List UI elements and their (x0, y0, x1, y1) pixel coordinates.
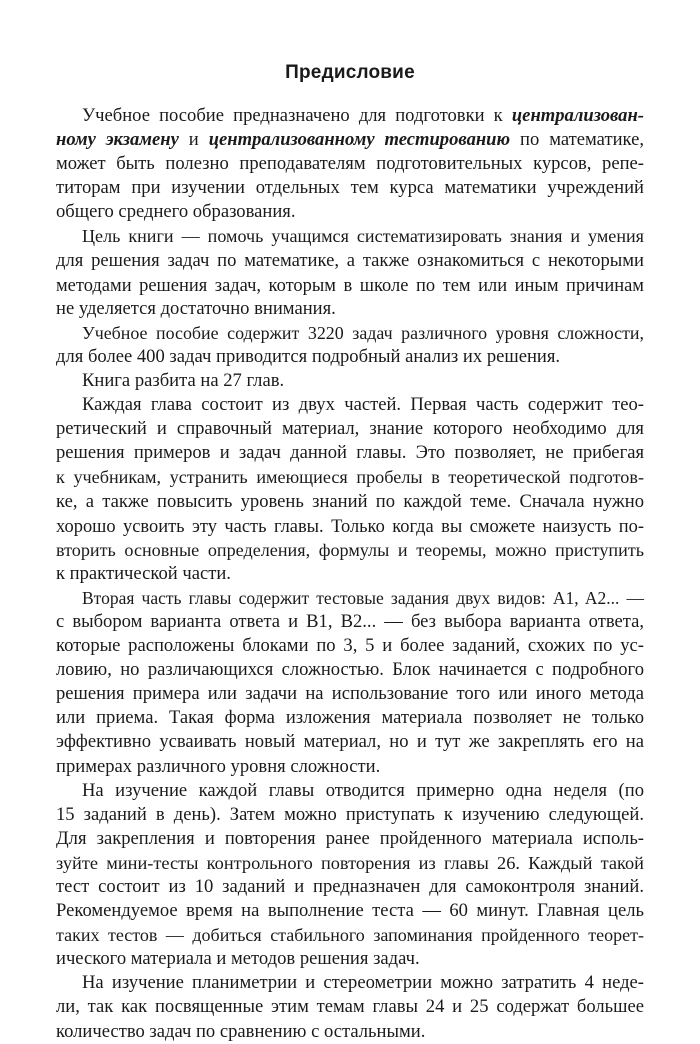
paragraph-6 (56, 586, 644, 779)
text-line: для более 400 задач приводится подробный анализ их решения. (56, 345, 561, 367)
paragraph-3 (56, 321, 644, 369)
text-line: методами решения задач, которым в школе по тем или иным причинам (56, 274, 644, 295)
paragraph-8 (56, 971, 644, 1043)
text-line: не уделяется достаточно внимания. (56, 297, 336, 319)
text-line: которые расположены блоками по 3, 5 и более заданий, схожих по ус- (56, 635, 644, 657)
text-line: ретический и справочный материал, знание которого необходимо для (56, 418, 644, 440)
text-line: общего среднего образования. (56, 201, 296, 223)
emphasis-text: ному экзамену (56, 129, 179, 151)
text-line: титорам при изучении отдельных тем курса математики учреждений (56, 177, 644, 199)
text-line: решения примера или задачи на использование того или иного метода (56, 683, 644, 705)
paragraph-1 (56, 104, 644, 224)
text-run: Учебное пособие предназначено для подготовки к (82, 105, 512, 126)
paragraph-2 (56, 224, 644, 320)
text-line: решения примеров и задач данной главы. Это позволяет, не прибегая (56, 442, 644, 464)
text-line: тест состоит из 10 заданий и предназначен для самоконтроля знаний. (56, 876, 644, 897)
paragraph-7 (56, 779, 644, 972)
body-text (56, 104, 644, 1044)
text-line: с выбором варианта ответа и B1, B2... — без выбора варианта ответа, (56, 610, 644, 632)
text-line: к практической части. (56, 562, 231, 584)
text-line: Книга разбита на 27 глав. (82, 370, 285, 392)
emphasis-text: централизован- (511, 105, 644, 126)
text-line: для решения задач по математике, а также ознакомиться с некоторыми (56, 249, 644, 271)
text-line: может быть полезно преподавателям подготовительных курсов, репе- (56, 153, 644, 175)
text-line: ловию, но различающихся сложностью. Блок начинается с подробного (56, 659, 644, 681)
text-line: к учебникам, устранить имеющиеся пробелы в теоретической подготов- (56, 467, 644, 488)
text-line: зуйте мини-тесты контрольного повторения из главы 26. Каждый такой (56, 852, 644, 873)
text-line: ке, а также повысить уровень знаний по каждой теме. Сначала нужно (56, 490, 644, 512)
text-line: ли, так как посвященные этим темам главы 24 и 25 содержат большее (56, 996, 644, 1018)
text-line: На изучение планиметрии и стереометрии можно затратить 4 неде- (82, 972, 644, 994)
paragraph-4 (56, 369, 644, 393)
text-line: вторить основные определения, формулы и теоремы, можно приступить (56, 539, 644, 560)
page-title: Предисловие (285, 62, 415, 83)
text-line: Вторая часть главы содержит тестовые задания двух видов: A1, A2... — (82, 587, 644, 608)
emphasis-text: централизованному тестированию (208, 129, 511, 151)
text-line (56, 128, 644, 152)
text-line: хорошо усвоить эту часть главы. Только когда вы сможете наизусть по- (56, 515, 644, 536)
text-line: Каждая глава состоит из двух частей. Первая часть содержит тео- (82, 394, 644, 416)
text-line: ического материала и методов решения задач. (56, 948, 420, 970)
paragraph-5 (56, 393, 644, 586)
text-line: Рекомендуемое время на выполнение теста — 60 минут. Главная цель (56, 900, 644, 922)
text-line: или приема. Такая форма изложения материала позволяет не только (56, 707, 644, 729)
text-run: и (178, 129, 209, 151)
text-line: примерах различного уровня сложности. (56, 755, 381, 777)
text-line: количество задач по сравнению с остальными. (56, 1020, 426, 1042)
text-line: На изучение каждой главы отводится примерно одна неделя (по (82, 779, 644, 801)
text-line: Для закрепления и повторения ранее пройденного материала исполь- (56, 827, 644, 849)
text-line: Учебное пособие содержит 3220 задач различного уровня сложности, (82, 322, 644, 343)
text-line: Цель книги — помочь учащимся систематизировать знания и умения (82, 226, 644, 247)
text-line (56, 104, 644, 128)
text-line: 15 заданий в день). Затем можно приступать к изучению следующей. (56, 803, 644, 825)
text-line: эффективно усваивать новый материал, но и тут же закреплять его на (56, 731, 644, 753)
text-run: по математике, (510, 129, 644, 151)
text-line: таких тестов — добиться стабильного запоминания пройденного теорет- (56, 925, 644, 946)
